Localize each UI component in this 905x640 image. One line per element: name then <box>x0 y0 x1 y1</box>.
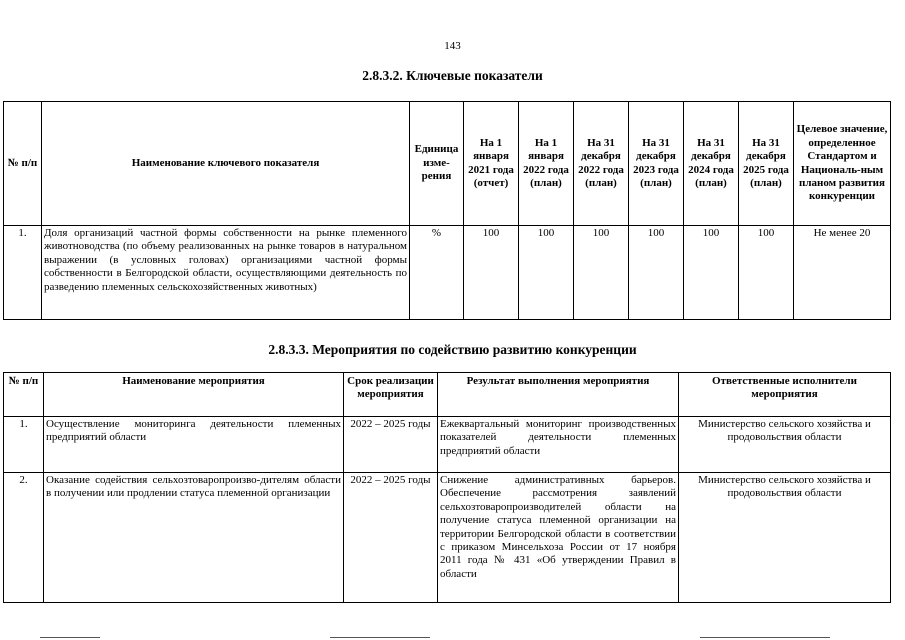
scan-artifact-line <box>40 637 100 638</box>
col-header-jan-2021: На 1 января 2021 года (отчет) <box>464 102 519 226</box>
cell-dec-2025: 100 <box>739 226 794 320</box>
competition-measures-table <box>3 372 891 603</box>
col-header-measure-name: Наименование мероприятия <box>44 373 344 417</box>
cell-measure-name: Оказание содействия сельхозтоваропроизво-дителям области в получении или продлении статуса племенной организации <box>44 473 344 603</box>
col-header-target: Целевое значение, определенное Стандартом и Националь-ным планом развития конкуренции <box>794 102 891 226</box>
table-header-row <box>4 102 891 226</box>
section-title-competition-measures: 2.8.3.3. Мероприятия по содействию развитию конкуренции <box>268 342 637 357</box>
cell-num: 2. <box>4 473 44 603</box>
cell-result: Снижение административных барьеров. Обеспечение рассмотрения заявлений сельхозтоваропроизводителей области на получение статуса племенной организации на территории Белгородской области в соответствии с приказом Минсельхоза России от 17 ноября 2011 года № 431 «Об утверждении Правил в области <box>438 473 679 603</box>
col-header-term: Срок реализации мероприятия <box>344 373 438 417</box>
cell-dec-2022: 100 <box>574 226 629 320</box>
col-header-responsible: Ответственные исполнители мероприятия <box>679 373 891 417</box>
cell-responsible: Министерство сельского хозяйства и продовольствия области <box>679 417 891 473</box>
cell-num: 1. <box>4 417 44 473</box>
col-header-dec-2025: На 31 декабря 2025 года (план) <box>739 102 794 226</box>
col-header-dec-2022: На 31 декабря 2022 года (план) <box>574 102 629 226</box>
cell-term: 2022 – 2025 годы <box>344 473 438 603</box>
col-header-jan-2022: На 1 января 2022 года (план) <box>519 102 574 226</box>
scan-artifact-line <box>330 637 430 638</box>
cell-dec-2024: 100 <box>684 226 739 320</box>
table-row <box>4 473 891 603</box>
cell-term: 2022 – 2025 годы <box>344 417 438 473</box>
cell-indicator-name: Доля организаций частной формы собственности на рынке племенного животноводства (по объему реализованных на рынке товаров в натуральном выражении (в условных головах) организациями частной формы собственности в Белгородской области, осуществляющими деятельность по разведению племенных сельскохозяйственных животных) <box>42 226 410 320</box>
cell-jan-2021: 100 <box>464 226 519 320</box>
table-row <box>4 226 891 320</box>
cell-result: Ежеквартальный мониторинг производственных показателей деятельности племенных предприятий области <box>438 417 679 473</box>
col-header-num: № п/п <box>4 102 42 226</box>
col-header-unit: Единица изме-рения <box>410 102 464 226</box>
col-header-num: № п/п <box>4 373 44 417</box>
cell-dec-2023: 100 <box>629 226 684 320</box>
table-header-row <box>4 373 891 417</box>
col-header-indicator-name: Наименование ключевого показателя <box>42 102 410 226</box>
key-indicators-table <box>3 101 891 320</box>
table-row <box>4 417 891 473</box>
cell-jan-2022: 100 <box>519 226 574 320</box>
col-header-dec-2023: На 31 декабря 2023 года (план) <box>629 102 684 226</box>
cell-num: 1. <box>4 226 42 320</box>
page-number: 143 <box>444 40 461 52</box>
scan-artifact-line <box>700 637 830 638</box>
cell-responsible: Министерство сельского хозяйства и продовольствия области <box>679 473 891 603</box>
cell-target: Не менее 20 <box>794 226 891 320</box>
section-title-key-indicators: 2.8.3.2. Ключевые показатели <box>362 68 543 83</box>
col-header-dec-2024: На 31 декабря 2024 года (план) <box>684 102 739 226</box>
cell-unit: % <box>410 226 464 320</box>
cell-measure-name: Осуществление мониторинга деятельности племенных предприятий области <box>44 417 344 473</box>
col-header-result: Результат выполнения мероприятия <box>438 373 679 417</box>
